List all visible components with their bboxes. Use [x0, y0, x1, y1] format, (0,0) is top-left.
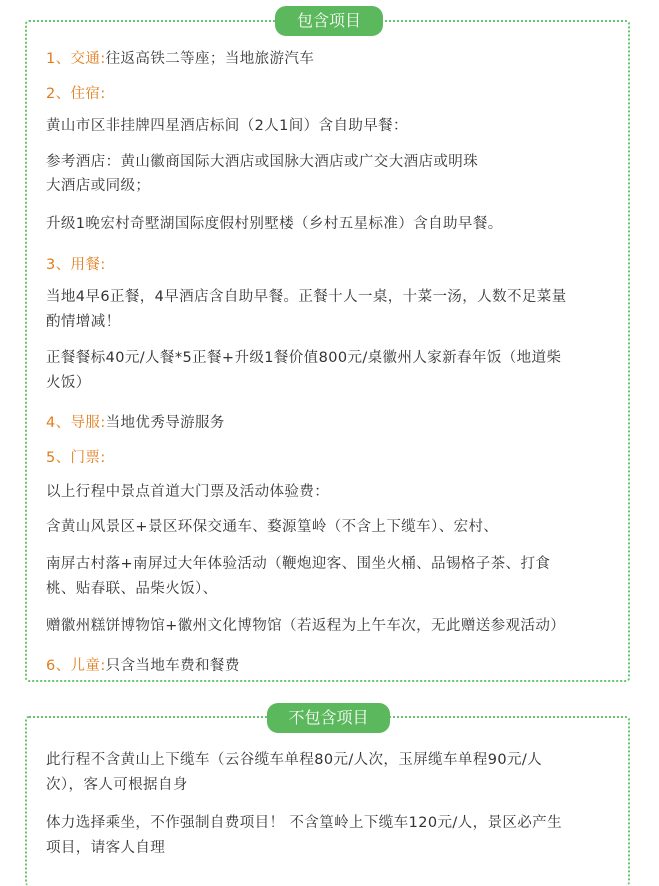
item-text: 参考酒店：黄山徽商国际大酒店或国脉大酒店或广交大酒店或明珠: [46, 154, 479, 170]
item-heading: 6、儿童:: [46, 658, 106, 674]
item-text: 升级1晚宏村奇墅湖国际度假村别墅楼（乡村五星标准）含自助早餐。: [46, 216, 503, 232]
item-guide: [46, 410, 225, 437]
item-text: 大酒店或同级；: [46, 178, 151, 194]
item-text: 酌情增减！: [46, 314, 121, 330]
item-text: 往返高铁二等座；当地旅游汽车: [105, 51, 315, 67]
item-accommodation-heading: 2、住宿:: [46, 86, 106, 102]
item-heading: 1、交通:: [46, 51, 106, 67]
item-text: 体力选择乘坐，不作强制自费项目！ 不含篁岭上下缆车120元/人，景区必产生: [46, 815, 562, 831]
item-text: 项目，请客人自理: [46, 840, 166, 856]
item-text: 火饭）: [46, 375, 91, 391]
item-text: 正餐餐标40元/人餐*5正餐+升级1餐价值800元/桌徽州人家新春年饭（地道柴: [46, 350, 562, 366]
item-tickets-heading: 5、门票:: [46, 450, 106, 466]
item-text: 黄山市区非挂牌四星酒店标间（2人1间）含自助早餐：: [46, 118, 408, 134]
item-text: 赠徽州糕饼博物馆+徽州文化博物馆（若返程为上午车次，无此赠送参观活动）: [46, 618, 566, 634]
item-text: 含黄山风景区+景区环保交通车、婺源篁岭（不含上下缆车）、宏村、: [46, 519, 499, 535]
excluded-items-title: 不包含项目: [267, 703, 390, 733]
item-text: 当地优秀导游服务: [105, 415, 225, 431]
item-text: 次），客人可根据自身: [46, 777, 188, 793]
item-text: 此行程不含黄山上下缆车（云谷缆车单程80元/人次，玉屏缆车单程90元/人: [46, 752, 543, 768]
item-text: 只含当地车费和餐费: [105, 658, 240, 674]
item-meals-heading: 3、用餐:: [46, 257, 106, 273]
item-text: 以上行程中景点首道大门票及活动体验费：: [46, 484, 330, 500]
item-transport: [46, 46, 314, 73]
item-children: [46, 653, 240, 680]
item-text: 桃、贴春联、品柴火饭）、: [46, 581, 218, 597]
included-items-title: 包含项目: [275, 6, 383, 36]
item-text: 南屏古村落+南屏过大年体验活动（鞭炮迎客、围坐火桶、品锡格子茶、打食: [46, 556, 551, 572]
item-text: 当地4早6正餐，4早酒店含自助早餐。正餐十人一桌，十菜一汤，人数不足菜量: [46, 289, 567, 305]
item-heading: 4、导服:: [46, 415, 106, 431]
